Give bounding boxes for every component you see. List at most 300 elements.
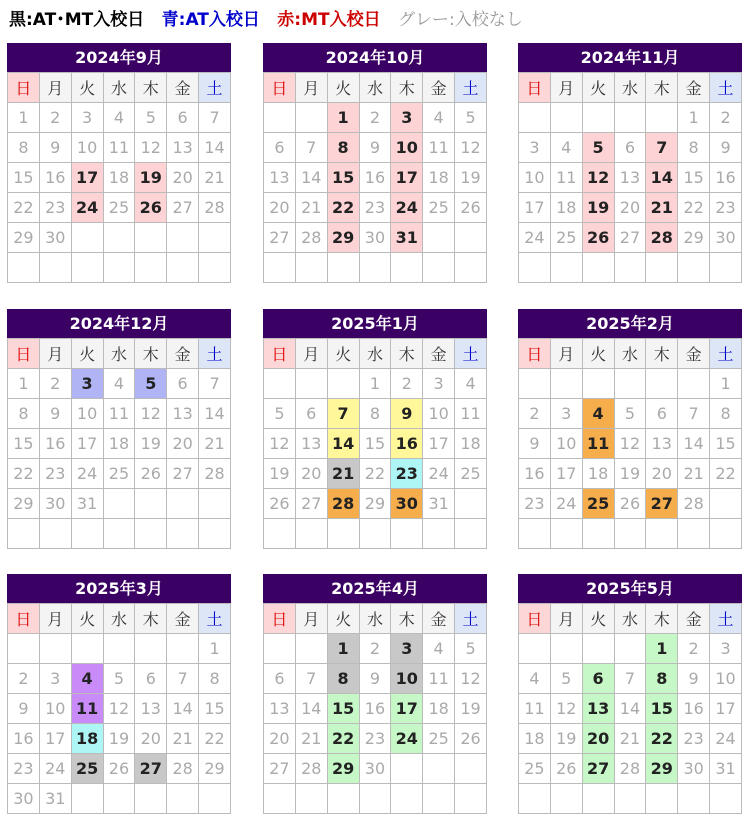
day-cell: 16	[39, 163, 71, 193]
day-cell: 14	[678, 429, 710, 459]
empty-cell	[359, 519, 391, 549]
day-cell: 17	[391, 163, 423, 193]
empty-cell	[423, 223, 455, 253]
day-cell: 21	[646, 193, 678, 223]
day-cell: 1	[678, 103, 710, 133]
day-cell: 27	[264, 754, 296, 784]
weekday-header: 金	[678, 604, 710, 634]
day-cell: 23	[359, 193, 391, 223]
day-cell: 22	[678, 193, 710, 223]
month-title: 2024年11月	[518, 43, 742, 72]
day-cell: 10	[391, 664, 423, 694]
day-cell: 22	[327, 193, 359, 223]
day-cell: 11	[103, 399, 135, 429]
day-cell: 29	[327, 754, 359, 784]
weekday-header: 木	[135, 73, 167, 103]
day-cell: 9	[359, 664, 391, 694]
empty-cell	[71, 634, 103, 664]
empty-cell	[71, 784, 103, 814]
empty-cell	[614, 253, 646, 283]
day-cell: 25	[71, 754, 103, 784]
empty-cell	[295, 634, 327, 664]
day-cell: 16	[678, 694, 710, 724]
legend-black: 黒:AT･MT入校日	[9, 10, 145, 30]
weekday-header: 月	[295, 339, 327, 369]
day-cell: 4	[455, 369, 487, 399]
day-cell: 8	[327, 664, 359, 694]
month-title: 2025年3月	[7, 574, 231, 603]
empty-cell	[167, 253, 199, 283]
weekday-header: 日	[264, 604, 296, 634]
day-cell: 8	[359, 399, 391, 429]
empty-cell	[135, 519, 167, 549]
day-cell: 30	[39, 223, 71, 253]
month-calendar	[263, 574, 487, 814]
empty-cell	[295, 784, 327, 814]
month-title: 2024年10月	[263, 43, 487, 72]
day-cell: 20	[264, 193, 296, 223]
day-cell: 18	[103, 163, 135, 193]
empty-cell	[678, 253, 710, 283]
empty-cell	[103, 784, 135, 814]
day-cell: 18	[423, 694, 455, 724]
weekday-header: 土	[199, 73, 231, 103]
empty-cell	[582, 253, 614, 283]
empty-cell	[550, 369, 582, 399]
empty-cell	[199, 519, 231, 549]
empty-cell	[8, 634, 40, 664]
weekday-header: 火	[327, 339, 359, 369]
day-cell: 11	[71, 694, 103, 724]
day-cell: 4	[71, 664, 103, 694]
empty-cell	[550, 253, 582, 283]
day-cell: 22	[8, 459, 40, 489]
empty-cell	[678, 519, 710, 549]
day-cell: 21	[327, 459, 359, 489]
empty-cell	[614, 103, 646, 133]
day-cell: 7	[678, 399, 710, 429]
day-cell: 28	[327, 489, 359, 519]
day-cell: 25	[423, 724, 455, 754]
day-cell: 13	[646, 429, 678, 459]
day-cell: 25	[455, 459, 487, 489]
day-cell: 13	[264, 163, 296, 193]
day-cell: 19	[135, 429, 167, 459]
day-cell: 24	[519, 223, 551, 253]
day-cell: 7	[295, 664, 327, 694]
day-cell: 4	[519, 664, 551, 694]
weekday-header: 土	[199, 604, 231, 634]
day-cell: 2	[710, 103, 742, 133]
day-cell: 27	[264, 223, 296, 253]
day-cell: 4	[103, 369, 135, 399]
day-cell: 29	[8, 489, 40, 519]
day-cell: 22	[646, 724, 678, 754]
empty-cell	[710, 784, 742, 814]
weekday-header: 火	[582, 339, 614, 369]
day-cell: 29	[359, 489, 391, 519]
day-cell: 4	[582, 399, 614, 429]
day-cell: 21	[295, 724, 327, 754]
weekday-header: 日	[8, 73, 40, 103]
day-cell: 17	[710, 694, 742, 724]
day-cell: 11	[550, 163, 582, 193]
day-cell: 19	[614, 459, 646, 489]
month-table	[7, 603, 231, 814]
day-cell: 17	[423, 429, 455, 459]
empty-cell	[295, 253, 327, 283]
day-cell: 12	[135, 133, 167, 163]
day-cell: 9	[519, 429, 551, 459]
day-cell: 24	[391, 724, 423, 754]
day-cell: 21	[199, 429, 231, 459]
empty-cell	[646, 369, 678, 399]
empty-cell	[582, 103, 614, 133]
empty-cell	[550, 784, 582, 814]
day-cell: 25	[423, 193, 455, 223]
day-cell: 14	[167, 694, 199, 724]
day-cell: 29	[646, 754, 678, 784]
day-cell: 23	[710, 193, 742, 223]
empty-cell	[71, 253, 103, 283]
month-calendar	[518, 43, 742, 283]
day-cell: 14	[646, 163, 678, 193]
weekday-header: 月	[295, 604, 327, 634]
day-cell: 3	[39, 664, 71, 694]
day-cell: 20	[135, 724, 167, 754]
day-cell: 17	[391, 694, 423, 724]
month-calendar	[7, 309, 231, 549]
empty-cell	[264, 369, 296, 399]
empty-cell	[103, 223, 135, 253]
empty-cell	[455, 519, 487, 549]
day-cell: 14	[199, 133, 231, 163]
empty-cell	[519, 519, 551, 549]
day-cell: 12	[455, 133, 487, 163]
empty-cell	[646, 253, 678, 283]
weekday-header: 水	[103, 73, 135, 103]
empty-cell	[423, 784, 455, 814]
weekday-header: 水	[103, 604, 135, 634]
day-cell: 12	[614, 429, 646, 459]
day-cell: 23	[391, 459, 423, 489]
day-cell: 7	[295, 133, 327, 163]
day-cell: 8	[327, 133, 359, 163]
empty-cell	[39, 253, 71, 283]
day-cell: 14	[295, 694, 327, 724]
empty-cell	[295, 519, 327, 549]
empty-cell	[167, 784, 199, 814]
day-cell: 18	[550, 193, 582, 223]
month-calendar	[518, 309, 742, 549]
day-cell: 28	[295, 223, 327, 253]
day-cell: 24	[710, 724, 742, 754]
empty-cell	[199, 784, 231, 814]
day-cell: 7	[167, 664, 199, 694]
day-cell: 18	[582, 459, 614, 489]
day-cell: 20	[646, 459, 678, 489]
empty-cell	[423, 519, 455, 549]
day-cell: 10	[391, 133, 423, 163]
day-cell: 10	[71, 399, 103, 429]
day-cell: 23	[39, 459, 71, 489]
day-cell: 2	[8, 664, 40, 694]
day-cell: 30	[8, 784, 40, 814]
day-cell: 15	[327, 163, 359, 193]
day-cell: 23	[8, 754, 40, 784]
day-cell: 16	[359, 694, 391, 724]
empty-cell	[646, 519, 678, 549]
day-cell: 1	[359, 369, 391, 399]
empty-cell	[167, 519, 199, 549]
weekday-header: 日	[519, 604, 551, 634]
weekday-header: 土	[455, 73, 487, 103]
day-cell: 22	[359, 459, 391, 489]
day-cell: 24	[71, 459, 103, 489]
day-cell: 9	[39, 399, 71, 429]
day-cell: 3	[391, 103, 423, 133]
weekday-header: 火	[327, 73, 359, 103]
day-cell: 12	[550, 694, 582, 724]
empty-cell	[295, 103, 327, 133]
day-cell: 2	[359, 634, 391, 664]
empty-cell	[327, 519, 359, 549]
weekday-header: 木	[646, 339, 678, 369]
empty-cell	[582, 369, 614, 399]
day-cell: 18	[103, 429, 135, 459]
empty-cell	[71, 519, 103, 549]
day-cell: 5	[455, 634, 487, 664]
weekday-header: 土	[710, 339, 742, 369]
empty-cell	[455, 784, 487, 814]
empty-cell	[167, 634, 199, 664]
empty-cell	[455, 223, 487, 253]
day-cell: 20	[167, 429, 199, 459]
day-cell: 8	[8, 133, 40, 163]
day-cell: 14	[199, 399, 231, 429]
weekday-header: 火	[71, 604, 103, 634]
day-cell: 8	[678, 133, 710, 163]
day-cell: 21	[295, 193, 327, 223]
day-cell: 26	[455, 193, 487, 223]
empty-cell	[519, 103, 551, 133]
weekday-header: 火	[71, 73, 103, 103]
day-cell: 30	[391, 489, 423, 519]
weekday-header: 月	[550, 73, 582, 103]
day-cell: 1	[710, 369, 742, 399]
empty-cell	[582, 634, 614, 664]
empty-cell	[710, 253, 742, 283]
day-cell: 29	[678, 223, 710, 253]
empty-cell	[678, 784, 710, 814]
empty-cell	[103, 519, 135, 549]
day-cell: 11	[582, 429, 614, 459]
month-title: 2025年4月	[263, 574, 487, 603]
day-cell: 1	[8, 369, 40, 399]
day-cell: 24	[550, 489, 582, 519]
empty-cell	[359, 253, 391, 283]
day-cell: 9	[8, 694, 40, 724]
weekday-header: 土	[710, 73, 742, 103]
day-cell: 22	[710, 459, 742, 489]
day-cell: 13	[135, 694, 167, 724]
day-cell: 25	[103, 193, 135, 223]
weekday-header: 水	[359, 604, 391, 634]
day-cell: 10	[71, 133, 103, 163]
day-cell: 6	[135, 664, 167, 694]
day-cell: 31	[423, 489, 455, 519]
weekday-header: 木	[135, 604, 167, 634]
day-cell: 12	[135, 399, 167, 429]
day-cell: 28	[199, 193, 231, 223]
day-cell: 2	[359, 103, 391, 133]
weekday-header: 土	[710, 604, 742, 634]
empty-cell	[135, 784, 167, 814]
weekday-header: 金	[423, 73, 455, 103]
day-cell: 15	[646, 694, 678, 724]
empty-cell	[710, 489, 742, 519]
weekday-header: 火	[582, 604, 614, 634]
day-cell: 4	[423, 634, 455, 664]
day-cell: 15	[327, 694, 359, 724]
weekday-header: 月	[39, 73, 71, 103]
day-cell: 28	[199, 459, 231, 489]
empty-cell	[519, 253, 551, 283]
weekday-header: 金	[167, 339, 199, 369]
day-cell: 2	[391, 369, 423, 399]
empty-cell	[678, 369, 710, 399]
day-cell: 20	[295, 459, 327, 489]
empty-cell	[135, 253, 167, 283]
day-cell: 10	[550, 429, 582, 459]
day-cell: 9	[678, 664, 710, 694]
day-cell: 5	[455, 103, 487, 133]
day-cell: 5	[103, 664, 135, 694]
day-cell: 7	[327, 399, 359, 429]
empty-cell	[710, 519, 742, 549]
empty-cell	[455, 489, 487, 519]
month-title: 2025年1月	[263, 309, 487, 338]
day-cell: 7	[646, 133, 678, 163]
weekday-header: 日	[519, 339, 551, 369]
day-cell: 26	[135, 193, 167, 223]
day-cell: 11	[455, 399, 487, 429]
day-cell: 16	[710, 163, 742, 193]
day-cell: 31	[710, 754, 742, 784]
empty-cell	[646, 784, 678, 814]
month-table	[263, 603, 487, 814]
day-cell: 10	[710, 664, 742, 694]
empty-cell	[135, 223, 167, 253]
empty-cell	[39, 634, 71, 664]
day-cell: 22	[199, 724, 231, 754]
month-calendar	[263, 309, 487, 549]
empty-cell	[103, 634, 135, 664]
day-cell: 2	[678, 634, 710, 664]
day-cell: 23	[519, 489, 551, 519]
day-cell: 8	[199, 664, 231, 694]
day-cell: 26	[264, 489, 296, 519]
day-cell: 26	[550, 754, 582, 784]
weekday-header: 木	[646, 604, 678, 634]
weekday-header: 日	[264, 339, 296, 369]
day-cell: 23	[39, 193, 71, 223]
day-cell: 31	[71, 489, 103, 519]
day-cell: 3	[71, 369, 103, 399]
weekday-header: 金	[423, 604, 455, 634]
weekday-header: 金	[678, 73, 710, 103]
empty-cell	[264, 103, 296, 133]
day-cell: 9	[710, 133, 742, 163]
day-cell: 25	[103, 459, 135, 489]
weekday-header: 金	[423, 339, 455, 369]
weekday-header: 月	[550, 339, 582, 369]
day-cell: 6	[264, 133, 296, 163]
day-cell: 23	[678, 724, 710, 754]
day-cell: 6	[646, 399, 678, 429]
weekday-header: 水	[359, 73, 391, 103]
month-table	[518, 72, 742, 283]
weekday-header: 土	[455, 604, 487, 634]
weekday-header: 金	[167, 73, 199, 103]
day-cell: 20	[264, 724, 296, 754]
day-cell: 20	[614, 193, 646, 223]
day-cell: 14	[614, 694, 646, 724]
day-cell: 12	[582, 163, 614, 193]
month-title: 2025年5月	[518, 574, 742, 603]
weekday-header: 火	[582, 73, 614, 103]
day-cell: 30	[39, 489, 71, 519]
day-cell: 24	[39, 754, 71, 784]
day-cell: 19	[455, 163, 487, 193]
month-table	[518, 603, 742, 814]
day-cell: 27	[614, 223, 646, 253]
day-cell: 28	[646, 223, 678, 253]
day-cell: 5	[550, 664, 582, 694]
day-cell: 23	[359, 724, 391, 754]
weekday-header: 水	[614, 604, 646, 634]
day-cell: 28	[167, 754, 199, 784]
month-title: 2025年2月	[518, 309, 742, 338]
empty-cell	[614, 784, 646, 814]
empty-cell	[71, 223, 103, 253]
day-cell: 28	[614, 754, 646, 784]
day-cell: 20	[582, 724, 614, 754]
day-cell: 7	[199, 369, 231, 399]
day-cell: 9	[391, 399, 423, 429]
day-cell: 3	[391, 634, 423, 664]
empty-cell	[391, 519, 423, 549]
day-cell: 13	[167, 133, 199, 163]
day-cell: 15	[8, 429, 40, 459]
month-table	[263, 338, 487, 549]
empty-cell	[359, 784, 391, 814]
day-cell: 19	[135, 163, 167, 193]
day-cell: 18	[455, 429, 487, 459]
day-cell: 4	[103, 103, 135, 133]
day-cell: 3	[71, 103, 103, 133]
day-cell: 13	[167, 399, 199, 429]
day-cell: 5	[135, 369, 167, 399]
day-cell: 13	[614, 163, 646, 193]
weekday-header: 金	[167, 604, 199, 634]
day-cell: 15	[199, 694, 231, 724]
empty-cell	[519, 369, 551, 399]
empty-cell	[39, 519, 71, 549]
day-cell: 6	[295, 399, 327, 429]
empty-cell	[391, 253, 423, 283]
weekday-header: 水	[359, 339, 391, 369]
